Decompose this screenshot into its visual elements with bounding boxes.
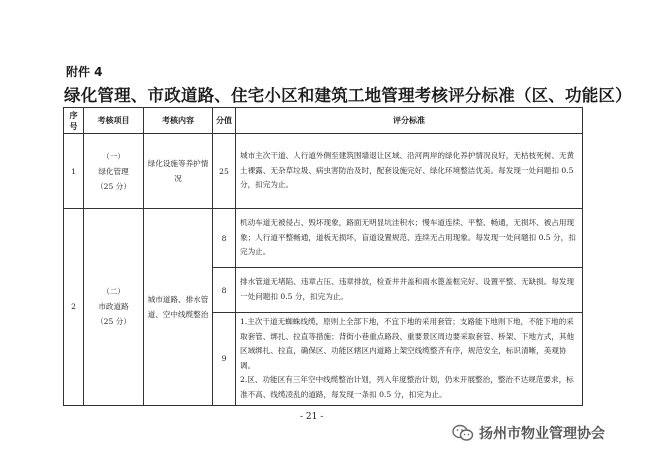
row-score: 8 xyxy=(213,268,236,313)
header-seq: 序号 xyxy=(64,108,84,134)
item-line: （25 分） xyxy=(96,181,131,191)
row-seq: 2 xyxy=(64,209,84,406)
row-item xyxy=(84,209,144,406)
row-standard: 排水管道无堵陷、违章占压、违章排放，检查井井盖和雨水篦盖框完好、设置平整、无缺损。每发现一处问题扣 0.5 分，扣完为止。 xyxy=(236,268,583,313)
row-standard: 机动车道无被侵占、毁坏现象，路面无明显坑洼积水；慢车道连续、平整、畅通，无损坏、被占用现象；人行道平整畅通，道板无损坏，盲道设置规范、连续无占用现象。每发现一处问题扣 0.5 分，扣完为止。 xyxy=(236,209,583,268)
row-score: 9 xyxy=(213,313,236,406)
standard-paragraph: 2.区、功能区有三年空中线缆整治计划，列入年度整治计划，仍未开展整治，整治不达规范要求，标准不高、线缆凌乱的道路，每发现一条扣 0.5 分，扣完为止。 xyxy=(240,375,574,399)
scoring-table xyxy=(63,107,583,406)
wechat-icon xyxy=(452,424,474,442)
item-line: （25 分） xyxy=(96,317,131,327)
document-title: 绿化管理、市政道路、住宅小区和建筑工地管理考核评分标准（区、功能区） xyxy=(64,86,632,105)
row-score: 25 xyxy=(213,134,236,209)
page-number: - 21 - xyxy=(300,412,324,422)
row-standard xyxy=(236,313,583,406)
row-content: 绿化设施等养护情况 xyxy=(144,134,213,209)
attachment-label: 附件 4 xyxy=(66,65,103,79)
row-item xyxy=(84,134,144,209)
table-row xyxy=(64,134,583,209)
header-content: 考核内容 xyxy=(144,108,213,134)
row-score: 8 xyxy=(213,209,236,268)
header-score: 分值 xyxy=(213,108,236,134)
row-seq: 1 xyxy=(64,134,84,209)
item-line: （二） xyxy=(102,287,125,297)
standard-paragraph: 1.主次干道无蜘蛛线缆，原则上全部下地，不宜下地的采用套管；支路能下地则下地，不能下地的采取套管、绑扎、拉直等措施；背街小巷重点路段、重要景区周边要采取套管、桥架、下地方式，其他区域绑扎、拉直，确保区、功能区辖区内道路上架空线缆整齐有序，规范安全，标识清晰，美观协调。 xyxy=(240,317,575,370)
table-header-row xyxy=(64,108,583,134)
table-row xyxy=(64,209,583,268)
row-content: 城市道路、排水管道、空中线缆整治 xyxy=(144,209,213,406)
item-line: 市政道路 xyxy=(98,302,129,312)
header-item: 考核项目 xyxy=(84,108,144,134)
item-line: 绿化管理 xyxy=(98,166,129,176)
header-standard: 评分标准 xyxy=(236,108,583,134)
watermark xyxy=(452,423,605,443)
watermark-text: 扬州市物业管理协会 xyxy=(479,426,605,442)
row-standard: 城市主次干道、人行道外侧至建筑围墙退让区域、沿河两岸的绿化养护情况良好，无枯枝死树、无黄土裸露、无杂草垃圾、病虫害防治及时，配套设施完好、绿化环境整洁优美。每发现一处问题扣 0.5 分，扣完为止。 xyxy=(236,134,583,209)
item-line: （一） xyxy=(102,151,125,161)
